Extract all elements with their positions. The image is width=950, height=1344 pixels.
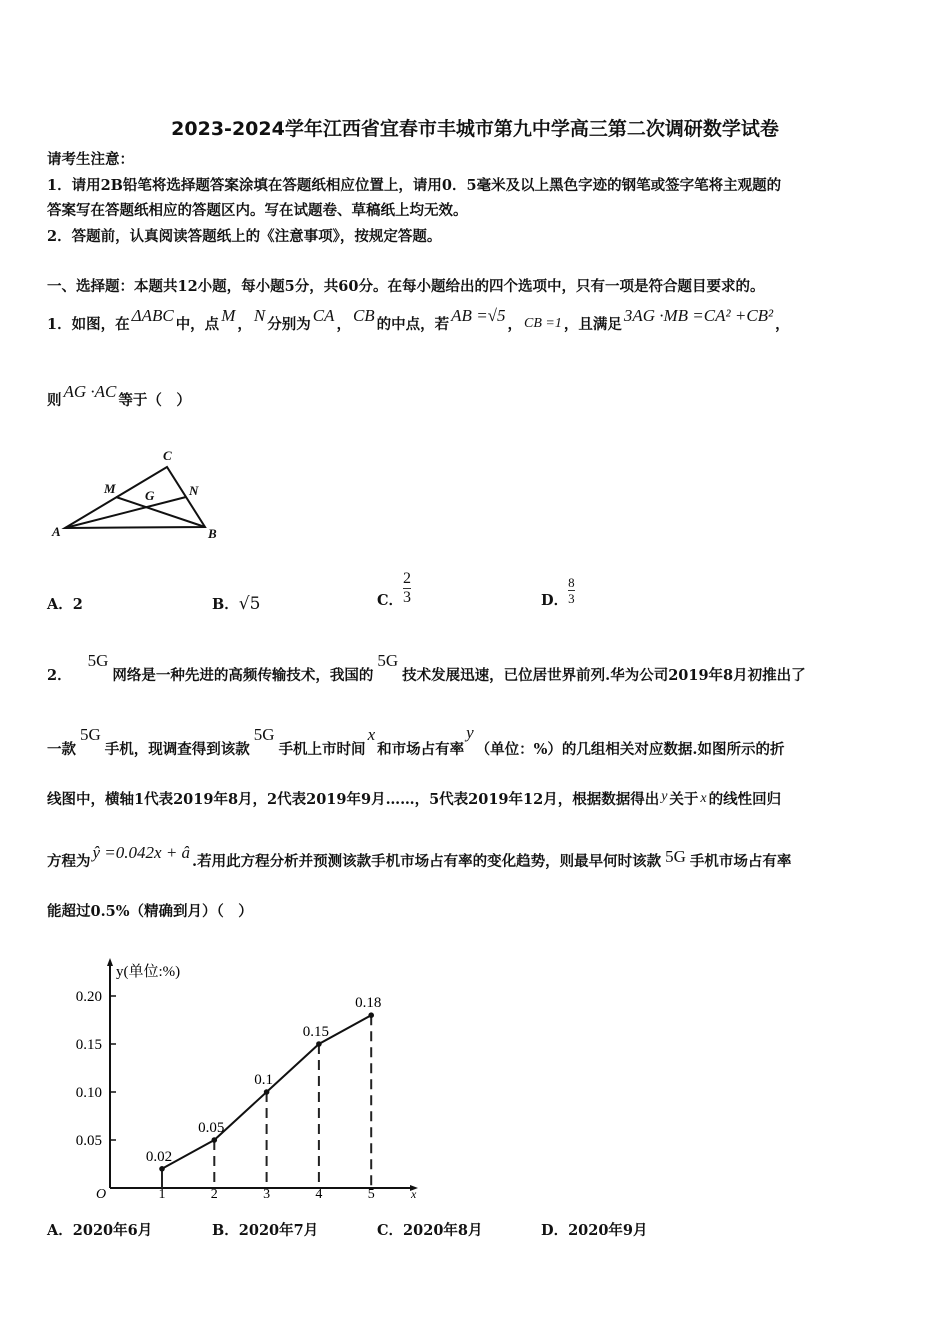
question-2-line-5: 能超过0.5%（精确到月）（ ） [47,903,253,920]
notice-line-3: 2．答题前，认真阅读答题纸上的《注意事项》，按规定答题。 [47,228,442,245]
text: 网络是一种先进的高频传输技术，我国的 [112,667,374,684]
question-2-line-2 [47,723,785,760]
text: 2． [47,667,72,684]
x-tick-label: 4 [315,1187,323,1202]
notice-line-1: 1．请用2B铅笔将选择题答案涂填在答题纸相应位置上，请用0．5毫米及以上黑色字迹的钢笔或签字笔将主观题的 [47,177,782,194]
y-tick-label: 0.10 [75,1085,102,1101]
data-point [368,1012,374,1018]
x-axis-label: x [411,1187,417,1201]
y-axis-arrow [107,958,113,966]
text: ，且满足 [563,316,622,333]
text: 和市场占有率 [377,741,465,758]
notice-heading: 请考生注意： [47,151,134,168]
q1-option-d[interactable] [541,575,575,609]
x-tick-label: 5 [367,1187,375,1202]
data-label: 0.02 [145,1148,173,1165]
y-tick-label: 0.15 [75,1037,102,1053]
x-tick-label: 2 [210,1187,218,1202]
option-value: 2020年8月 [403,1222,483,1239]
q1-option-c[interactable] [377,570,411,607]
label-g: G [145,488,155,503]
label-a: A [52,524,61,539]
text: 的中点，若 [376,316,450,333]
text: 则 [47,392,62,409]
text: ， [775,316,790,333]
denominator: 3 [568,591,575,606]
option-letter: C． [377,1222,404,1239]
text: 分别为 [267,316,311,333]
text: 手机市场占有率 [689,853,792,870]
fraction [403,570,411,607]
math: x [700,791,707,806]
question-2-line-1 [47,651,806,686]
math: ΔABC [131,306,174,325]
math: 5G [377,651,399,670]
label-m: M [104,481,116,496]
math: y [661,789,668,804]
label-b: B [208,526,217,541]
text: （单位：%）的几组相关对应数据.如图所示的折 [475,741,785,758]
median-an [65,497,186,528]
numerator: 2 [403,570,412,587]
math: 5G [253,725,275,744]
text: 中，点 [175,316,220,333]
q1-option-b[interactable] [212,593,260,614]
y-axis-label: y(单位:%) [116,964,181,980]
q2-option-b[interactable] [212,1219,318,1240]
page-title: 2023-2024学年江西省宜春市丰城市第九中学高三第二次调研数学试卷 [171,118,779,140]
option-letter: A． [47,1222,73,1239]
text: ， [507,316,522,333]
text: 等于（ ） [118,392,191,409]
data-label: 0.1 [254,1072,273,1088]
option-letter: B． [212,1222,239,1239]
text: ， [237,316,252,333]
math: 5G [80,725,101,744]
fraction [568,575,575,606]
option-value: 2020年6月 [72,1222,153,1239]
math: CB =1 [524,316,562,331]
text: 关于 [669,791,699,808]
math: AG ·AC [63,382,117,401]
text: .若用此方程分析并预测该款手机市场占有率的变化趋势，则最早何时该款 [192,853,662,870]
math: y [466,723,474,742]
option-letter: C． [377,591,404,609]
numerator: 8 [568,575,575,590]
triangle-figure [0,0,260,560]
data-point [212,1137,218,1143]
data-point [264,1089,270,1095]
denominator: 3 [403,589,412,606]
text: 1．如图，在 [47,316,130,333]
option-letter: B． [212,596,239,613]
text: 线图中，横轴1代表2019年8月，2代表2019年9月……，5代表2019年12月，根据数据得出 [47,791,660,808]
option-letter: A． [47,596,73,613]
math: 3AG ·MB =CA² +CB² [623,306,774,325]
data-point [159,1166,165,1172]
regression-equation: ŷ =0.042x + â [92,843,191,862]
x-tick-label: 3 [263,1187,271,1202]
y-tick-label: 0.20 [75,989,102,1005]
question-2-line-4 [47,843,792,872]
math: CA [312,306,335,325]
q2-option-c[interactable] [377,1219,483,1240]
data-label: 0.18 [355,995,382,1012]
option-value: 2020年7月 [238,1222,319,1239]
x-tick-label: 1 [158,1187,166,1202]
notice-line-2: 答案写在答题纸相应的答题区内。写在试题卷、草稿纸上均无效。 [47,202,468,219]
section-heading: 一、选择题：本题共12小题，每小题5分，共60分。在每小题给出的四个选项中，只有一项是符合题目要求的。 [47,278,765,295]
math: AB =√5 [451,306,506,325]
text: ， [336,316,351,333]
label-n: N [189,483,199,498]
text: 方程为 [47,853,91,870]
math: x [367,725,376,744]
y-tick-label: 0.05 [75,1133,102,1149]
text: 手机上市时间 [278,741,366,758]
math: CB [352,306,375,325]
market-share-chart [0,940,460,1210]
text: 一款 [47,741,76,758]
option-value: 2 [72,596,83,613]
data-label: 0.05 [198,1120,225,1136]
math: N [253,306,266,325]
option-letter: D． [541,1222,569,1239]
data-label: 0.15 [302,1024,330,1040]
option-value: √5 [238,594,261,614]
question-2-line-3 [47,790,781,811]
option-value: 2020年9月 [568,1222,648,1239]
math: 5G [665,847,686,866]
q2-option-d[interactable] [541,1219,648,1240]
text: 的线性回归 [708,791,782,808]
origin-label: O [96,1187,107,1202]
label-c: C [163,448,172,463]
math: 5G [87,651,109,670]
math: M [221,306,236,325]
text: 技术发展迅速，已位居世界前列.华为公司2019年8月初推出了 [402,667,806,684]
option-letter: D． [541,591,569,609]
data-point [316,1041,322,1047]
text: 手机，现调查得到该款 [104,741,250,758]
q2-option-a[interactable] [47,1219,152,1240]
q1-option-a[interactable] [47,593,83,614]
